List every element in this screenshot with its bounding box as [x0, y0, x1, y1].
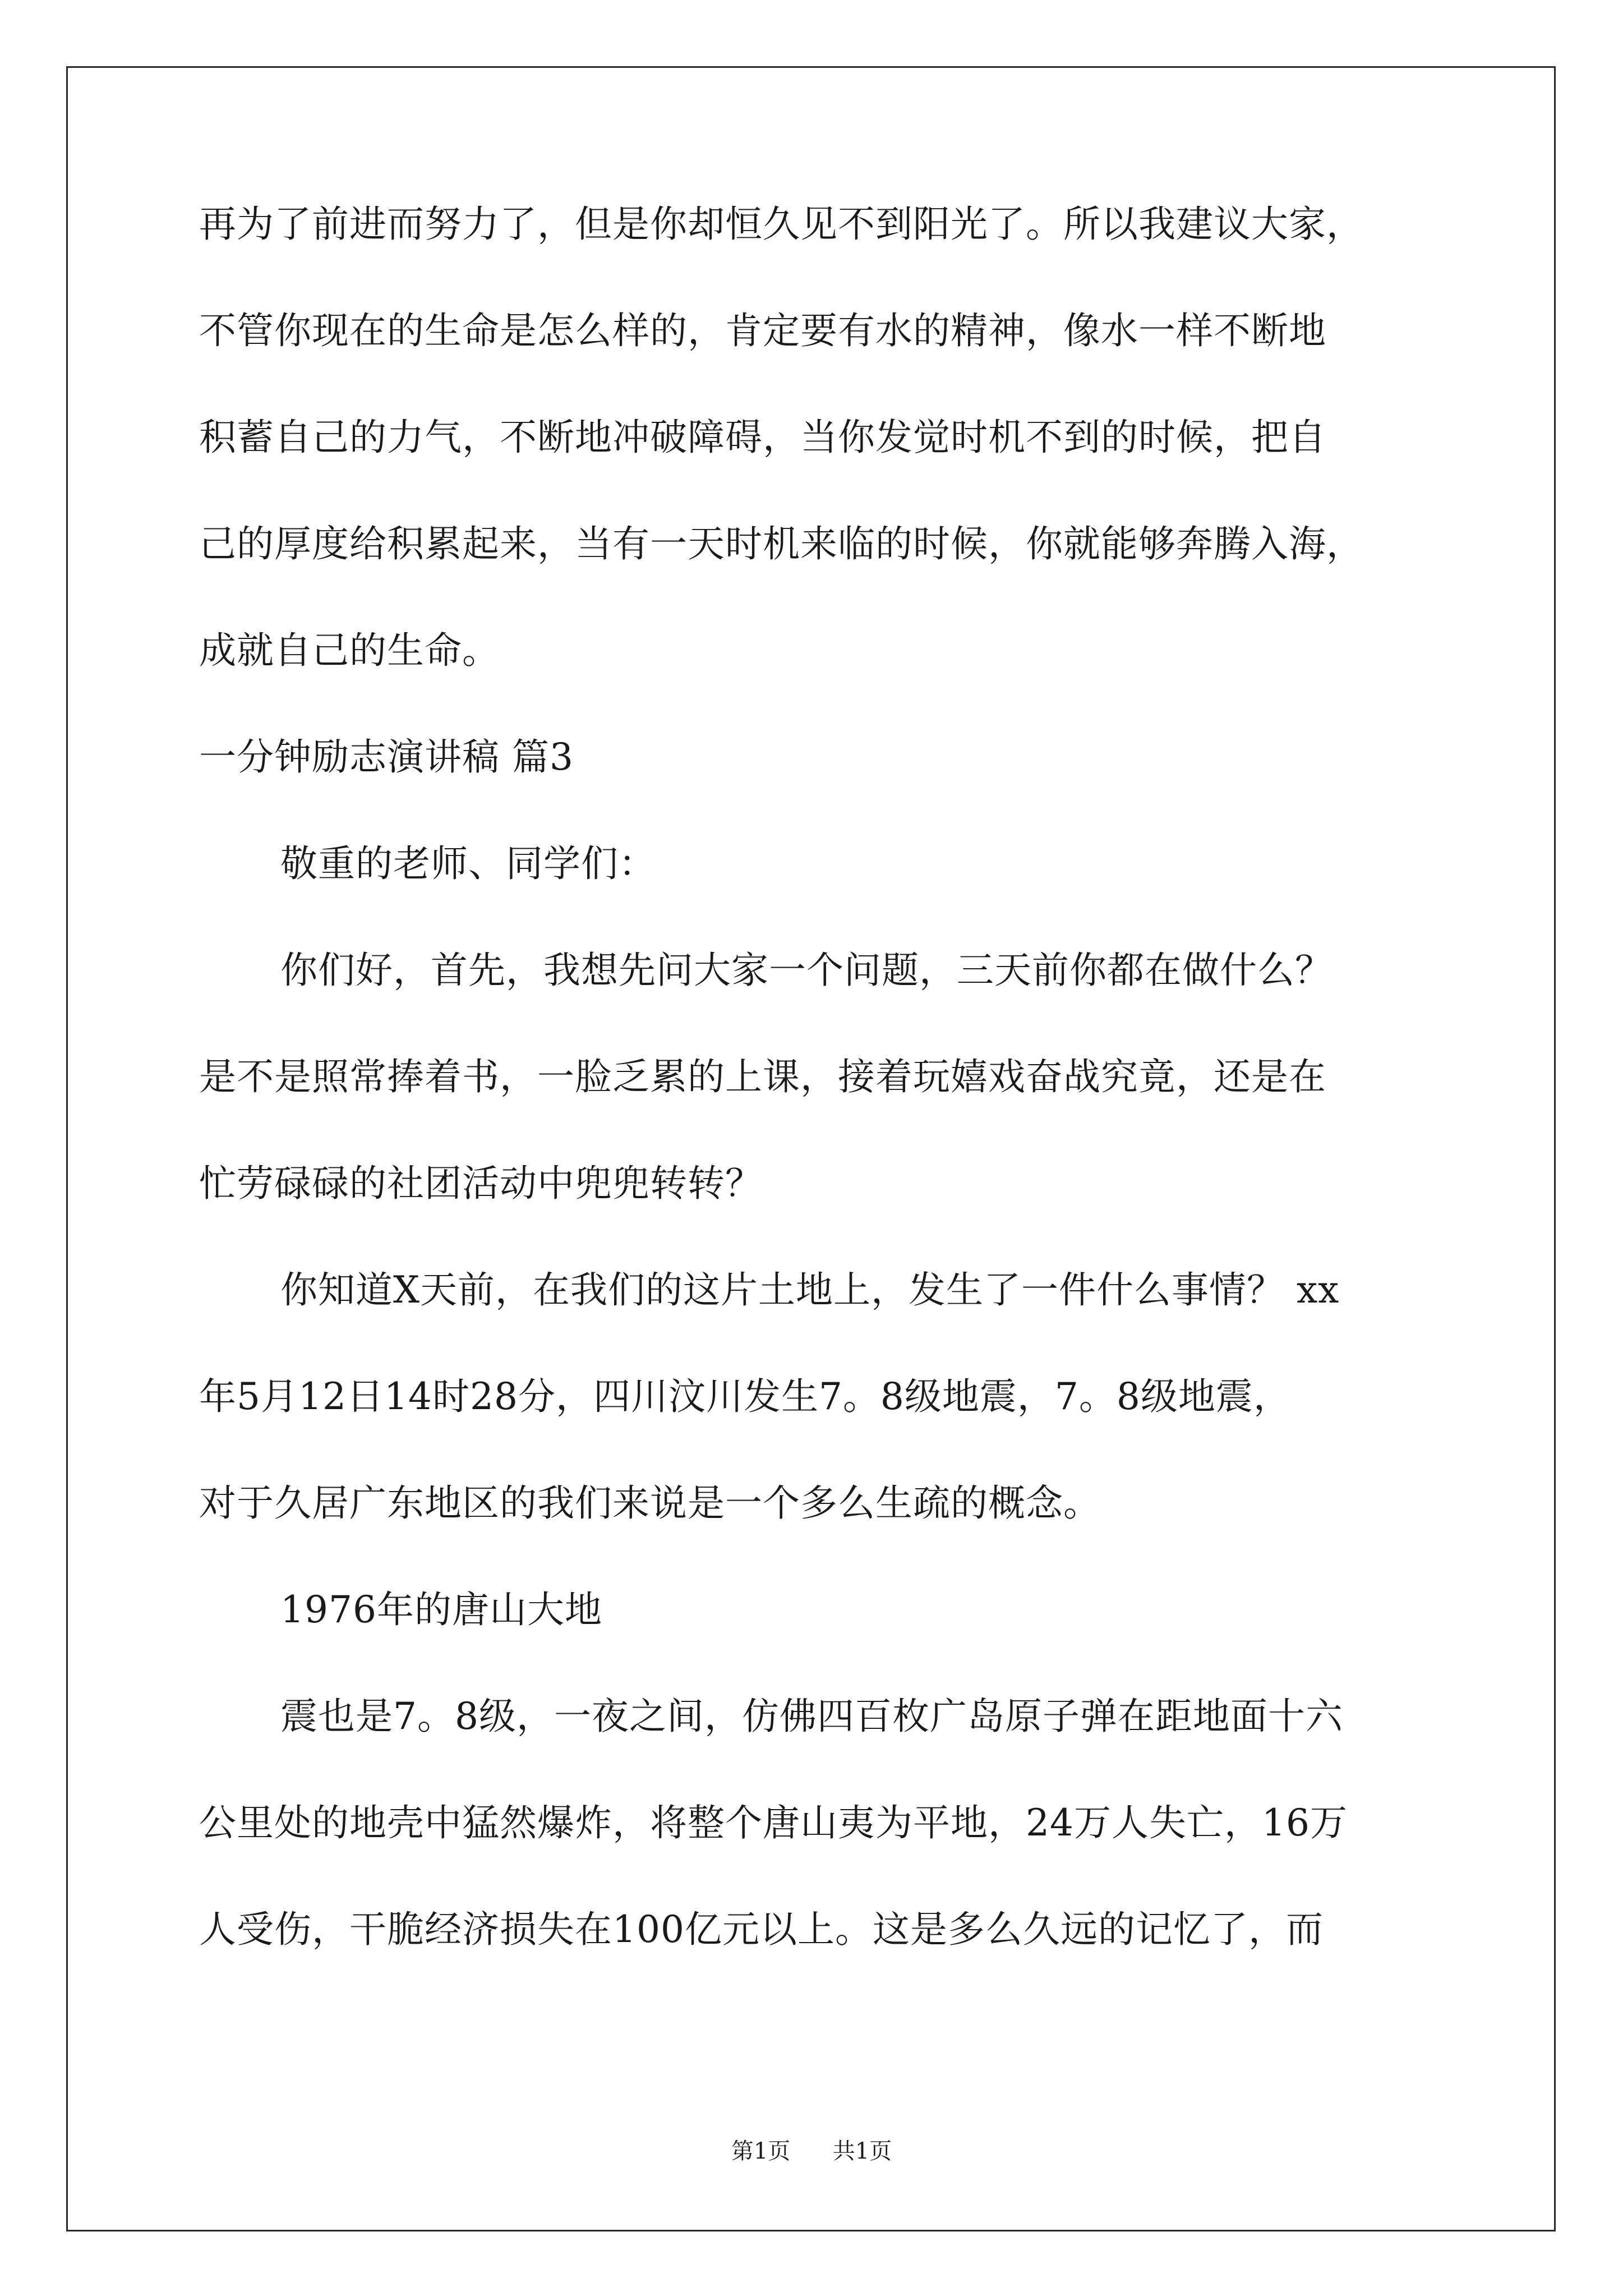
- body-line: 不管你现在的生命是怎么样的，肯定要有水的精神，像水一样不断地: [199, 309, 1326, 352]
- body-line: 成就自己的生命。: [199, 629, 500, 672]
- body-line: 是不是照常捧着书，一脸乏累的上课，接着玩嬉戏奋战究竟，还是在: [199, 1055, 1326, 1098]
- body-line: 再为了前进而努力了，但是你却恒久见不到阳光了。所以我建议大家，: [199, 203, 1364, 246]
- body-line: 公里处的地壳中猛然爆炸，将整个唐山夷为平地，24万人失亡，16万: [199, 1801, 1348, 1844]
- body-line: 1976年的唐山大地: [280, 1588, 602, 1631]
- body-line: 你们好，首先，我想先问大家一个问题，三天前你都在做什么？: [280, 949, 1332, 992]
- body-line: 震也是7。8级，一夜之间，仿佛四百枚广岛原子弹在距地面十六: [280, 1695, 1343, 1738]
- section-heading: 一分钟励志演讲稿 篇3: [199, 735, 574, 779]
- salutation: 敬重的老师、同学们：: [280, 842, 656, 885]
- page-total: 共1页: [832, 2138, 892, 2164]
- body-line: 对于久居广东地区的我们来说是一个多么生疏的概念。: [199, 1481, 1101, 1525]
- body-line: 忙劳碌碌的社团活动中兜兜转转？: [199, 1162, 763, 1205]
- page-border: [66, 66, 1556, 2231]
- body-line: 人受伤，干脆经济损失在100亿元以上。这是多么久远的记忆了，而: [199, 1908, 1324, 1951]
- page-number: 第1页: [731, 2138, 791, 2164]
- body-line: 己的厚度给积累起来，当有一天时机来临的时候，你就能够奔腾入海，: [199, 522, 1364, 565]
- page-footer: [0, 2137, 1623, 2165]
- body-line: 年5月12日14时28分，四川汶川发生7。8级地震，7。8级地震，: [199, 1375, 1291, 1418]
- body-line: 积蓄自己的力气，不断地冲破障碍，当你发觉时机不到的时候，把自: [199, 416, 1326, 459]
- body-line: 你知道X天前，在我们的这片土地上，发生了一件什么事情？ xx: [280, 1268, 1340, 1312]
